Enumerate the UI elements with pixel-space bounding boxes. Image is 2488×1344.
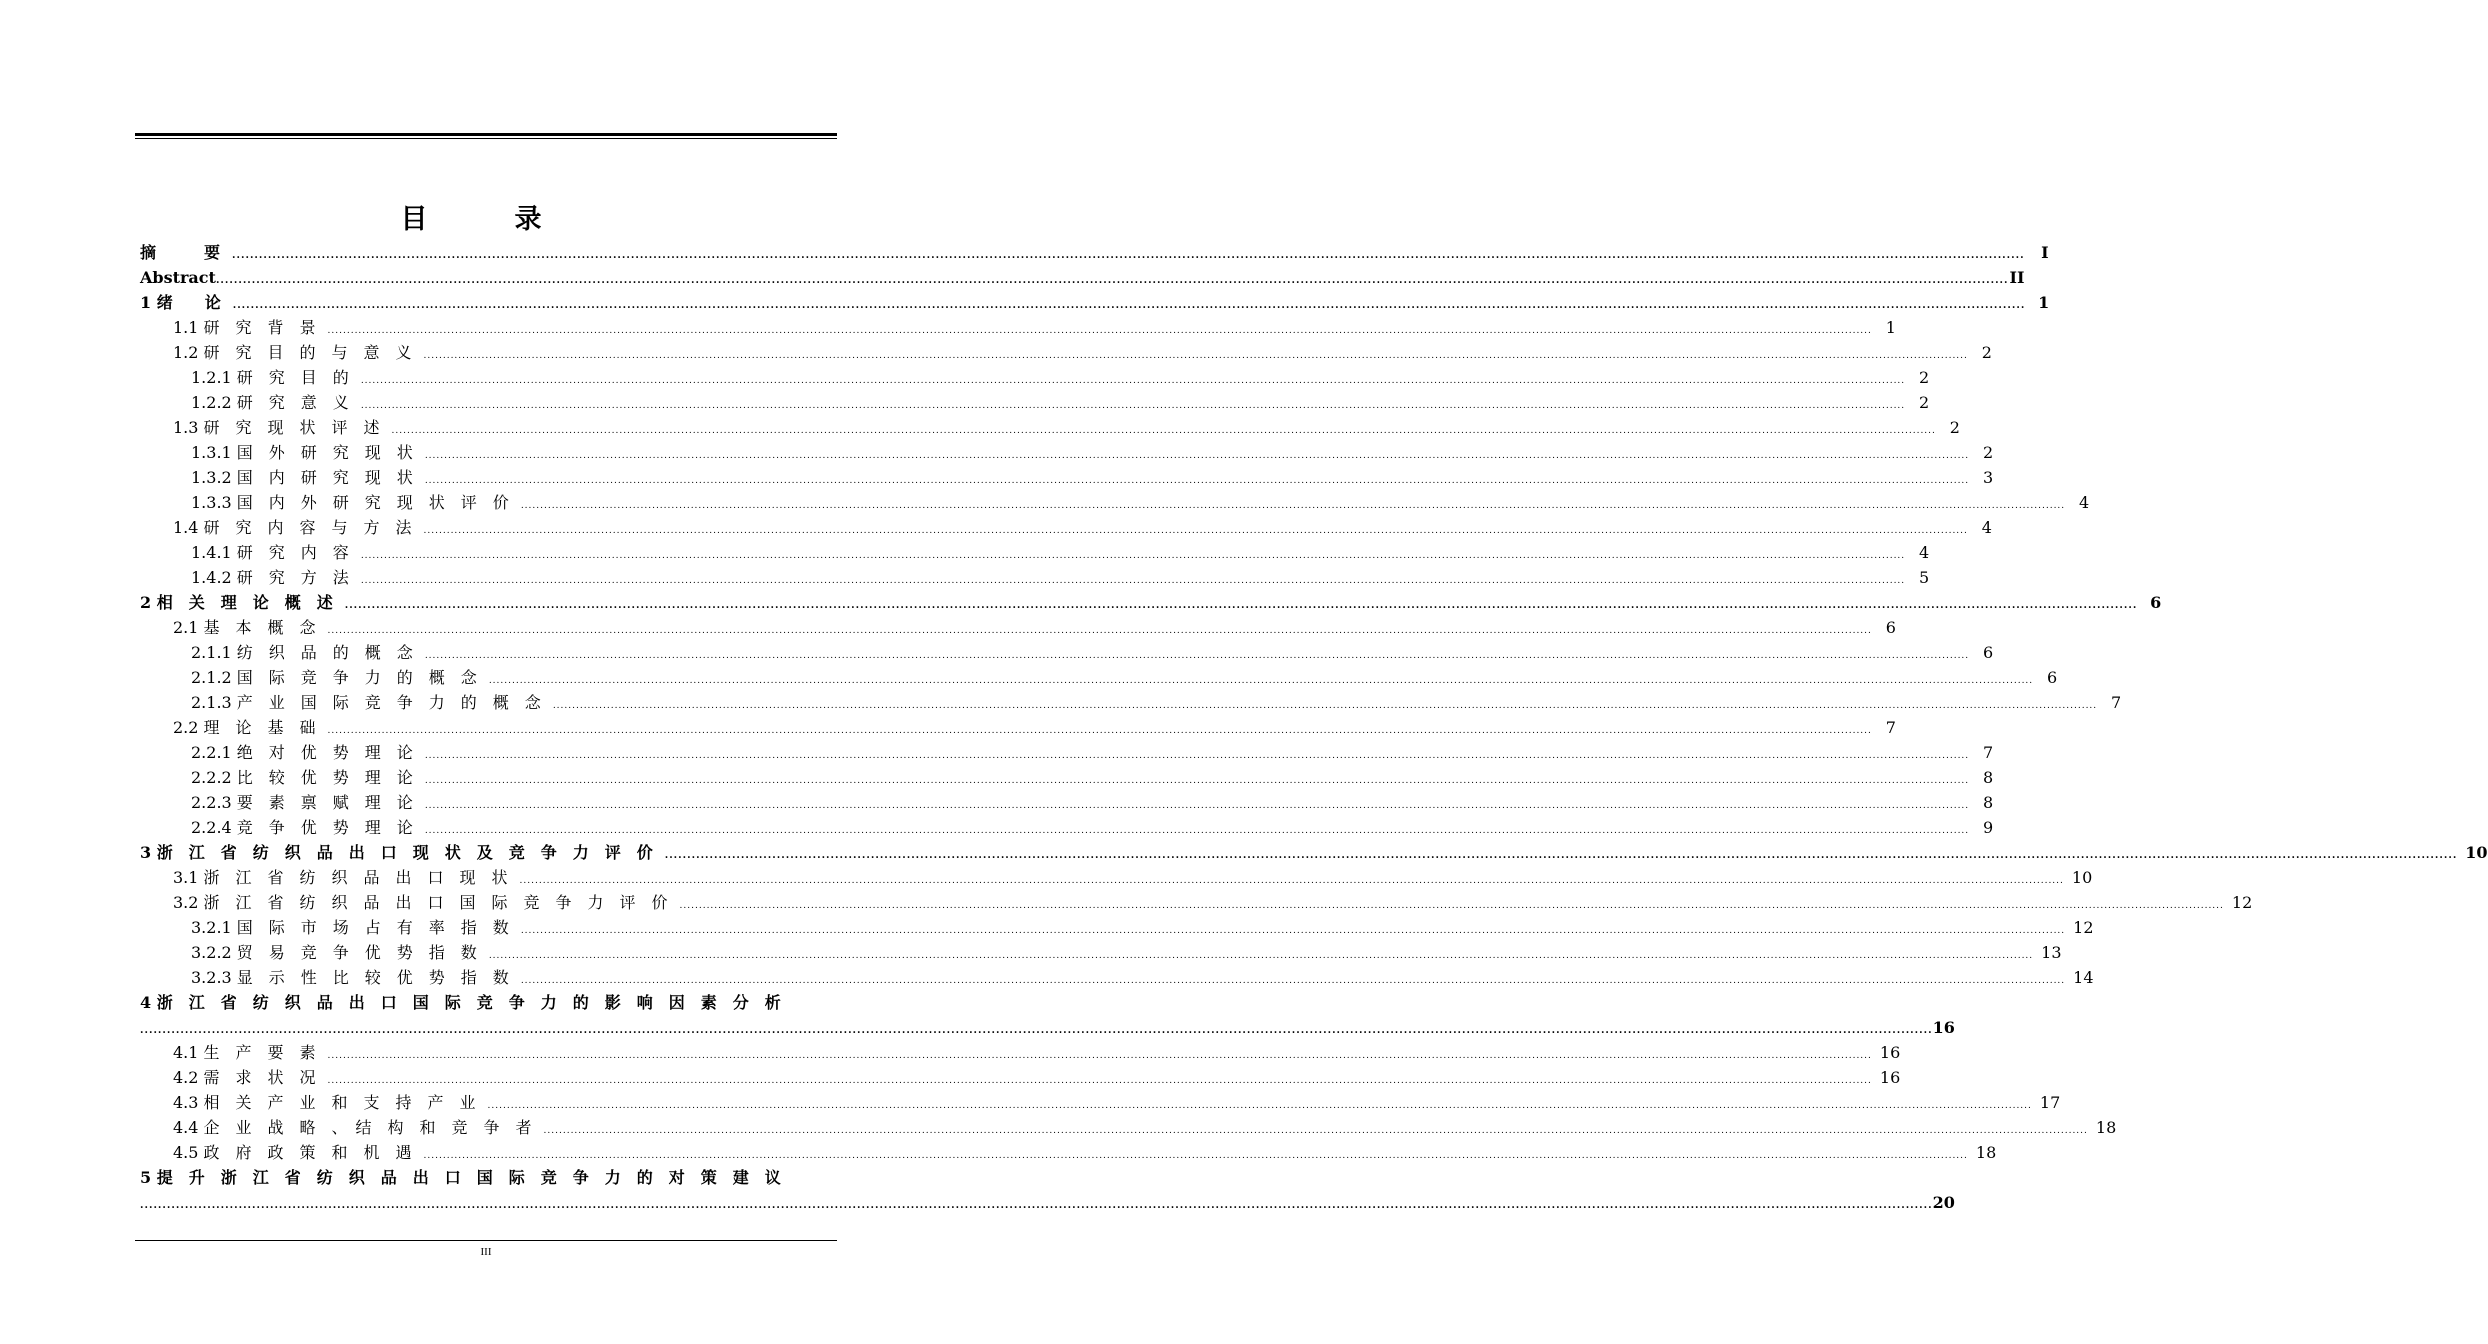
toc-leader-dots: ................................................................................................................................................................................................................................................................................................................................................................................................................: [360, 401, 1906, 411]
toc-entry-label: 4.5 政 府 政 策 和 机 遇: [173, 1143, 412, 1162]
toc-entry-label: 3.2.1 国 际 市 场 占 有 率 指 数: [191, 918, 509, 937]
toc-entry-label: 2.1.3 产 业 国 际 竞 争 力 的 概 念: [191, 693, 541, 712]
toc-entry-page: 2: [1949, 418, 1960, 437]
toc-entry-label: 1.3.2 国 内 研 究 现 状: [191, 468, 413, 487]
toc-leader-dots: ................................................................................................................................................................................................................................................................................................................................................................................................................: [679, 901, 2224, 911]
toc-entry-page: 16: [1932, 1018, 1955, 1037]
toc-entry[interactable]: [140, 615, 1896, 640]
toc-leader-dots: ................................................................................................................................................................................................................................................................................................................................................................................................................: [327, 1076, 1872, 1086]
toc-entry[interactable]: [140, 315, 1896, 340]
toc-entry[interactable]: [140, 265, 2025, 290]
toc-entry-page: 10: [2465, 843, 2488, 862]
toc-entry-page: 9: [1982, 818, 1994, 837]
toc-entry-page: 5: [1918, 568, 1930, 587]
toc-entry-page: 8: [1982, 793, 1994, 812]
toc-entry-page: 16: [1879, 1043, 1901, 1062]
toc-leader-dots: ................................................................................................................................................................................................................................................................................................................................................................................................................: [327, 626, 1872, 636]
toc-entry-label: 5 提 升 浙 江 省 纺 织 品 出 口 国 际 竞 争 力 的 对 策 建 议: [140, 1168, 781, 1187]
toc-entry[interactable]: [140, 1190, 1955, 1215]
toc-entry-page: 7: [2110, 693, 2122, 712]
toc-entry[interactable]: [140, 965, 2094, 990]
toc-entry-label: 2.2 理 论 基 础: [173, 718, 316, 737]
toc-entry-page: 17: [2039, 1093, 2061, 1112]
toc-entry[interactable]: [140, 390, 1930, 415]
toc-entry-page: 6: [1982, 643, 1994, 662]
toc-leader-dots: ................................................................................................................................................................................................................................................................................................................................................................................................................: [327, 326, 1872, 336]
toc-entry[interactable]: [140, 815, 1994, 840]
toc-entry-label: 3.2.3 显 示 性 比 较 优 势 指 数: [191, 968, 509, 987]
toc-entry-label: 2.1.1 纺 织 品 的 概 念: [191, 643, 413, 662]
toc-entry[interactable]: [140, 1115, 2117, 1140]
toc-entry[interactable]: [140, 865, 2093, 890]
header-rule-thin: [135, 138, 837, 139]
toc-entry-page: 4: [1918, 543, 1930, 562]
toc-leader-dots: ................................................................................................................................................................................................................................................................................................................................................................................................................: [424, 651, 1970, 661]
toc-entry-page: 7: [1982, 743, 1994, 762]
toc-entry-label: 2 相 关 理 论 概 述: [140, 593, 333, 612]
toc-entry-label: 2.2.3 要 素 禀 赋 理 论: [191, 793, 413, 812]
page-number: III: [480, 1246, 492, 1258]
toc-leader-dots: ................................................................................................................................................................................................................................................................................................................................................................................................................: [424, 776, 1970, 786]
toc-entry-label: 摘 要: [140, 243, 221, 262]
toc-leader-dots: ................................................................................................................................................................................................................................................................................................................................................................................................................: [488, 951, 2034, 961]
toc-leader-dots: ................................................................................................................................................................................................................................................................................................................................................................................................................: [520, 926, 2066, 936]
toc-entry-label: 2.2.2 比 较 优 势 理 论: [191, 768, 413, 787]
toc-entry[interactable]: [140, 915, 2094, 940]
toc-entry[interactable]: [140, 790, 1994, 815]
toc-entry[interactable]: [140, 365, 1930, 390]
toc-entry[interactable]: [140, 415, 1960, 440]
toc-leader-dots: ................................................................................................................................................................................................................................................................................................................................................................................................................: [327, 1051, 1872, 1061]
toc-leader-dots: ................................................................................................................................................................................................................................................................................................................................................................................................................: [232, 250, 2025, 261]
toc-leader-dots: ................................................................................................................................................................................................................................................................................................................................................................................................................: [520, 501, 2066, 511]
toc-entry[interactable]: [140, 1065, 1901, 1090]
toc-entry-label: 1 绪 论: [140, 293, 221, 312]
toc-entry-label: 3 浙 江 省 纺 织 品 出 口 现 状 及 竞 争 力 评 价: [140, 843, 653, 862]
toc-entry-label: 4 浙 江 省 纺 织 品 出 口 国 际 竞 争 力 的 影 响 因 素 分 析: [140, 993, 781, 1012]
toc-entry[interactable]: [140, 715, 1896, 740]
toc-leader-dots: ................................................................................................................................................................................................................................................................................................................................................................................................................: [140, 1200, 1933, 1211]
toc-entry-label: 2.2.1 绝 对 优 势 理 论: [191, 743, 413, 762]
toc-leader-dots: ................................................................................................................................................................................................................................................................................................................................................................................................................: [488, 676, 2034, 686]
toc-entry[interactable]: [140, 340, 1992, 365]
toc-entry[interactable]: [140, 490, 2090, 515]
toc-entry[interactable]: [140, 740, 1994, 765]
toc-entry-label: 1.4.1 研 究 内 容: [191, 543, 349, 562]
header-rule-thick: [135, 133, 837, 136]
toc-leader-dots: ................................................................................................................................................................................................................................................................................................................................................................................................................: [360, 376, 1906, 386]
toc-entry[interactable]: [140, 990, 836, 1015]
toc-entry-page: I: [2041, 243, 2049, 262]
toc-leader-dots: ................................................................................................................................................................................................................................................................................................................................................................................................................: [215, 275, 2009, 286]
toc-entry-page: 14: [2073, 968, 2094, 987]
toc-leader-dots: ................................................................................................................................................................................................................................................................................................................................................................................................................: [391, 426, 1936, 436]
toc-entry-page: 16: [1879, 1068, 1901, 1087]
toc-entry-label: 4.4 企 业 战 略 、 结 构 和 竞 争 者: [173, 1118, 532, 1137]
toc-title: 目 录: [400, 204, 572, 235]
toc-entry-label: 2.1.2 国 际 竞 争 力 的 概 念: [191, 668, 477, 687]
toc-entry-page: 10: [2071, 868, 2093, 887]
toc-leader-dots: ................................................................................................................................................................................................................................................................................................................................................................................................................: [140, 1025, 1933, 1036]
toc-entry-label: 3.2 浙 江 省 纺 织 品 出 口 国 际 竞 争 力 评 价: [173, 893, 668, 912]
toc-leader-dots: ................................................................................................................................................................................................................................................................................................................................................................................................................: [552, 701, 2098, 711]
toc-entry-label: 1.4.2 研 究 方 法: [191, 568, 349, 587]
toc-entry-page: 7: [1885, 718, 1896, 737]
toc-entry-page: II: [2009, 268, 2025, 287]
toc-entry-label: 2.2.4 竞 争 优 势 理 论: [191, 818, 413, 837]
toc-entry-label: 1.3.1 国 外 研 究 现 状: [191, 443, 413, 462]
toc-entry[interactable]: [140, 1165, 836, 1190]
toc-entry[interactable]: [140, 640, 1994, 665]
toc-entry-label: 1.1 研 究 背 景: [173, 318, 316, 337]
toc-entry[interactable]: [140, 690, 2122, 715]
toc-entry[interactable]: [140, 1015, 1955, 1040]
toc-entry-page: 18: [1975, 1143, 1997, 1162]
toc-entry-page: 4: [1981, 518, 1992, 537]
toc-leader-dots: ................................................................................................................................................................................................................................................................................................................................................................................................................: [424, 751, 1970, 761]
toc-entry-label: 4.3 相 关 产 业 和 支 持 产 业: [173, 1093, 476, 1112]
toc-entry[interactable]: [140, 890, 2253, 915]
toc-entry[interactable]: [140, 240, 2049, 265]
toc-leader-dots: ................................................................................................................................................................................................................................................................................................................................................................................................................: [423, 351, 1968, 361]
toc-leader-dots: ................................................................................................................................................................................................................................................................................................................................................................................................................: [360, 576, 1906, 586]
toc-leader-dots: ................................................................................................................................................................................................................................................................................................................................................................................................................: [423, 526, 1968, 536]
toc-leader-dots: ................................................................................................................................................................................................................................................................................................................................................................................................................: [327, 726, 1872, 736]
toc-entry-label: 3.2.2 贸 易 竞 争 优 势 指 数: [191, 943, 477, 962]
toc-entry-page: 20: [1932, 1193, 1955, 1212]
toc-entry-page: 2: [1981, 343, 1992, 362]
toc-entry[interactable]: [140, 665, 2058, 690]
toc-entry-page: 12: [2073, 918, 2094, 937]
toc-entry-page: 3: [1982, 468, 1994, 487]
toc-entry[interactable]: [140, 515, 1992, 540]
toc-entry-page: 2: [1982, 443, 1994, 462]
toc-entry-label: 1.3.3 国 内 外 研 究 现 状 评 价: [191, 493, 509, 512]
toc-entry-page: 6: [1885, 618, 1896, 637]
toc-entry[interactable]: [140, 1040, 1901, 1065]
toc-entry[interactable]: [140, 1090, 2061, 1115]
toc-entry-page: 6: [2046, 668, 2058, 687]
toc-leader-dots: ................................................................................................................................................................................................................................................................................................................................................................................................................: [424, 451, 1970, 461]
toc-entry-page: 8: [1982, 768, 1994, 787]
footer-rule: [135, 1240, 837, 1241]
toc-entry[interactable]: [140, 840, 2488, 865]
toc-leader-dots: ................................................................................................................................................................................................................................................................................................................................................................................................................: [520, 976, 2066, 986]
toc-entry-page: 2: [1918, 368, 1930, 387]
toc-entry-page: 12: [2231, 893, 2253, 912]
toc-leader-dots: ................................................................................................................................................................................................................................................................................................................................................................................................................: [424, 826, 1970, 836]
toc-entry-page: 4: [2078, 493, 2090, 512]
toc-entry-label: 4.2 需 求 状 况: [173, 1068, 316, 1087]
toc-entry[interactable]: [140, 1140, 1997, 1165]
table-of-contents: [140, 240, 2488, 1215]
toc-entry[interactable]: [140, 565, 1930, 590]
toc-entry-label: 1.3 研 究 现 状 评 述: [173, 418, 380, 437]
toc-leader-dots: ................................................................................................................................................................................................................................................................................................................................................................................................................: [664, 850, 2458, 861]
toc-entry-page: 6: [2150, 593, 2162, 612]
toc-entry-page: 13: [2041, 943, 2062, 962]
toc-entry[interactable]: [140, 440, 1994, 465]
toc-leader-dots: ................................................................................................................................................................................................................................................................................................................................................................................................................: [423, 1151, 1968, 1161]
toc-leader-dots: ................................................................................................................................................................................................................................................................................................................................................................................................................: [360, 551, 1906, 561]
toc-entry-page: 18: [2095, 1118, 2117, 1137]
toc-entry-page: 1: [2038, 293, 2050, 312]
toc-entry-label: 4.1 生 产 要 素: [173, 1043, 316, 1062]
toc-entry-page: 2: [1918, 393, 1930, 412]
toc-entry[interactable]: [140, 290, 2050, 315]
toc-entry[interactable]: [140, 940, 2062, 965]
toc-leader-dots: ................................................................................................................................................................................................................................................................................................................................................................................................................: [424, 476, 1970, 486]
toc-entry[interactable]: [140, 465, 1994, 490]
toc-leader-dots: ................................................................................................................................................................................................................................................................................................................................................................................................................: [232, 300, 2026, 311]
toc-leader-dots: ................................................................................................................................................................................................................................................................................................................................................................................................................: [519, 876, 2064, 886]
toc-leader-dots: ................................................................................................................................................................................................................................................................................................................................................................................................................: [344, 600, 2138, 611]
toc-leader-dots: ................................................................................................................................................................................................................................................................................................................................................................................................................: [424, 801, 1970, 811]
toc-entry-label: 1.2.1 研 究 目 的: [191, 368, 349, 387]
toc-entry-label: 3.1 浙 江 省 纺 织 品 出 口 现 状: [173, 868, 508, 887]
toc-entry-page: 1: [1885, 318, 1896, 337]
toc-entry-label: 1.2 研 究 目 的 与 意 义: [173, 343, 412, 362]
toc-leader-dots: ................................................................................................................................................................................................................................................................................................................................................................................................................: [543, 1126, 2088, 1136]
toc-entry-label: 2.1 基 本 概 念: [173, 618, 316, 637]
toc-entry[interactable]: [140, 540, 1930, 565]
toc-entry[interactable]: [140, 765, 1994, 790]
toc-entry-label: 1.4 研 究 内 容 与 方 法: [173, 518, 412, 537]
toc-entry-label: Abstract: [140, 268, 216, 287]
toc-entry-label: 1.2.2 研 究 意 义: [191, 393, 349, 412]
toc-leader-dots: ................................................................................................................................................................................................................................................................................................................................................................................................................: [487, 1101, 2032, 1111]
toc-entry[interactable]: [140, 590, 2162, 615]
